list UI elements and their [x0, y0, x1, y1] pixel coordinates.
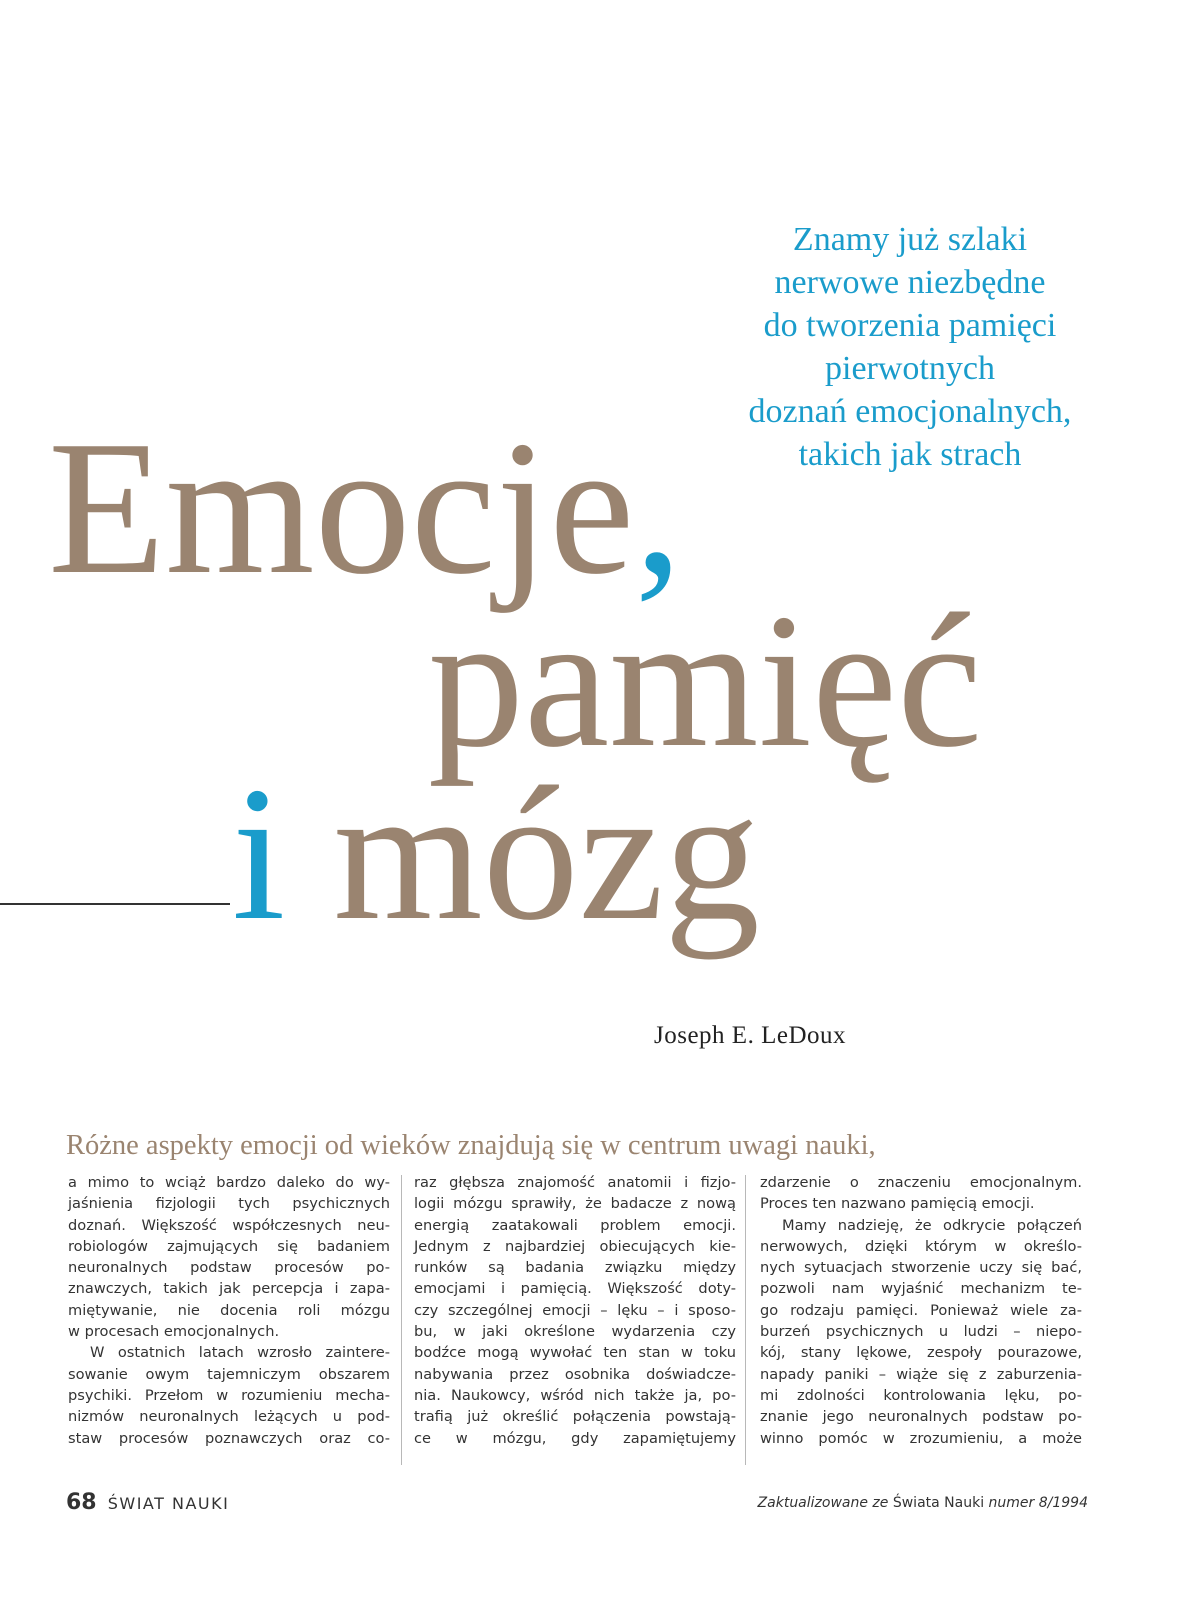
- subtitle-deck: [690, 218, 1130, 476]
- column-line: kój, stany lękowe, zespoły pourazowe,: [760, 1344, 1082, 1362]
- column-line: raz głębsza znajomość anatomii i fizjo-: [414, 1174, 736, 1191]
- source-note: [758, 1495, 1088, 1511]
- subtitle-line: do tworzenia pamięci: [763, 307, 1057, 344]
- source-name: Świata Nauki: [892, 1495, 985, 1511]
- column-line: ce w mózgu, gdy zapamiętujemy: [414, 1429, 736, 1447]
- column-line: logii mózgu sprawiły, że badacze z nową: [414, 1195, 736, 1213]
- author-byline: Joseph E. LeDoux: [654, 1022, 846, 1049]
- lead-sentence: Różne aspekty emocji od wieków znajdują się w centrum uwagi nauki,: [66, 1130, 876, 1161]
- column-line: Proces ten nazwano pamięcią emocji.: [760, 1195, 1035, 1213]
- column-line: znanie jego neuronalnych podstaw po-: [760, 1408, 1082, 1426]
- column-line: czy szczególnej emocji – lęku – i sposo-: [414, 1301, 736, 1319]
- column-divider: [401, 1175, 402, 1465]
- subtitle-line: nerwowe niezbędne: [774, 264, 1046, 301]
- column-line: bodźce mogą wywołać ten stan w toku: [414, 1344, 736, 1362]
- column-line: jaśnienia fizjologii tych psychicznych: [68, 1195, 390, 1213]
- column-line: Jednym z najbardziej obiecujących kie-: [414, 1237, 736, 1255]
- subtitle-line: takich jak strach: [798, 436, 1022, 473]
- column-line: doznań. Większość współczesnych neu-: [68, 1216, 390, 1234]
- magazine-name: ŚWIAT NAUKI: [107, 1494, 230, 1513]
- column-line: miętywanie, nie docenia roli mózgu: [68, 1301, 390, 1319]
- title-comma: ,: [634, 401, 683, 614]
- column-line: neuronalnych podstaw procesów po-: [68, 1259, 390, 1277]
- text-column-1: [68, 1172, 390, 1449]
- subtitle-line: pierwotnych: [825, 350, 995, 387]
- column-line: trafią już określić połączenia powstają-: [414, 1408, 736, 1426]
- column-line: zdarzenie o znaczeniu emocjonalnym.: [760, 1174, 1082, 1191]
- column-line: go rodzaju pamięci. Ponieważ wiele za-: [760, 1301, 1082, 1319]
- column-line: w procesach emocjonalnych.: [68, 1323, 280, 1341]
- column-line: winno pomóc w zrozumieniu, a może: [760, 1429, 1082, 1447]
- column-line: Mamy nadzieję, że odkrycie połączeń: [782, 1216, 1082, 1234]
- column-line: napady paniki – wiąże się z zaburzenia-: [760, 1365, 1082, 1383]
- column-line: staw procesów poznawczych oraz co-: [68, 1429, 390, 1447]
- title-word-emocje: Emocje: [48, 401, 635, 614]
- column-line: pozwoli nam wyjaśnić mechanizm te-: [760, 1280, 1082, 1298]
- column-line: sowanie owym tajemniczym obszarem: [68, 1365, 390, 1383]
- column-line: nizmów neuronalnych leżących u pod-: [68, 1408, 390, 1426]
- source-prefix: Zaktualizowane ze: [757, 1495, 893, 1511]
- column-line: a mimo to wciąż bardzo daleko do wy-: [68, 1174, 390, 1191]
- title-rule: [0, 903, 230, 905]
- column-line: mi zdolności kontrolowania lęku, po-: [760, 1386, 1082, 1404]
- subtitle-line: Znamy już szlaki: [792, 221, 1028, 258]
- column-line: nia. Naukowcy, wśród nich także ja, po-: [414, 1386, 736, 1404]
- column-line: psychiki. Przełom w rozumieniu mecha-: [68, 1386, 390, 1404]
- column-line: nabywania przez osobnika doświadcze-: [414, 1365, 736, 1383]
- page-footer-left: [66, 1490, 229, 1515]
- column-divider: [745, 1175, 746, 1465]
- title-conjunction: i: [232, 747, 286, 960]
- column-line: energią zaatakowali problem emocji.: [414, 1216, 736, 1234]
- column-line: nych sytuacjach stworzenie uczy się bać,: [760, 1259, 1082, 1277]
- title-line-2: pamięć: [428, 574, 983, 787]
- column-line: runków są badania związku między: [414, 1259, 736, 1277]
- column-line: bu, w jaki określone wydarzenia czy: [414, 1323, 736, 1341]
- subtitle-line: doznań emocjonalnych,: [748, 393, 1072, 430]
- column-line: burzeń psychicznych u ludzi – niepo-: [760, 1323, 1082, 1341]
- source-suffix: numer 8/1994: [984, 1495, 1088, 1511]
- text-column-3: [760, 1172, 1082, 1449]
- column-line: nerwowych, dzięki którym w określo-: [760, 1237, 1082, 1255]
- column-line: W ostatnich latach wzrosło zaintere-: [90, 1344, 390, 1362]
- page-number: 68: [66, 1490, 97, 1515]
- text-column-2: [414, 1172, 736, 1449]
- title-word-mozg: mózg: [285, 747, 760, 960]
- column-line: robiologów zajmujących się badaniem: [68, 1237, 390, 1255]
- column-line: emocjami i pamięcią. Większość doty-: [414, 1280, 736, 1298]
- title-line-3: [232, 747, 760, 960]
- column-line: znawczych, takich jak percepcja i zapa-: [68, 1280, 390, 1298]
